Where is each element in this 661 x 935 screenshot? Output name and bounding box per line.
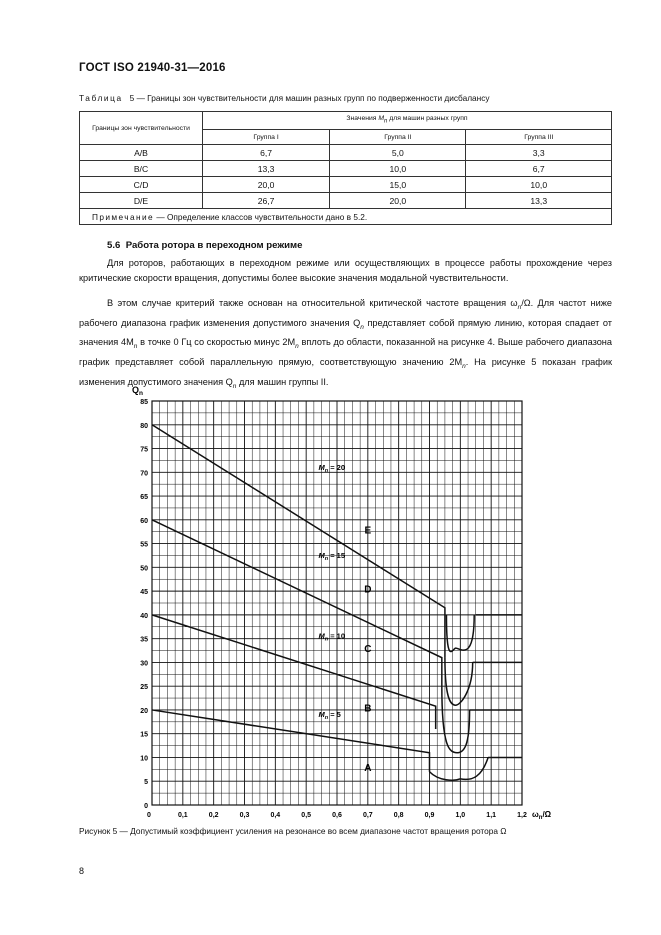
table-caption-text: 5 — Границы зон чувствительности для машин разных групп по подверженности дисбалансу	[129, 93, 490, 103]
table-cell-zone: C/D	[80, 177, 203, 193]
y-tick-label: 65	[140, 494, 148, 502]
table-cell-value: 6,7	[466, 161, 612, 177]
figure-5-chart	[128, 380, 568, 820]
x-tick-label: 1,2	[517, 812, 527, 819]
table-cell-value: 20,0	[330, 193, 466, 209]
y-tick-label: 55	[140, 541, 148, 549]
y-tick-label: 30	[140, 660, 148, 668]
table-note-label: Примечание	[92, 211, 155, 222]
y-tick-label: 85	[140, 399, 148, 406]
y-tick-label: 50	[140, 565, 148, 573]
x-tick-label: 1,0	[455, 812, 466, 819]
document-header: ГОСТ ISO 21940-31—2016	[79, 62, 226, 74]
y-tick-label: 25	[140, 684, 148, 692]
series-label: $M_n = 10$	[318, 631, 346, 643]
y-tick-label: 15	[140, 731, 148, 739]
table-cell-value: 10,0	[330, 161, 466, 177]
table-cell-zone: A/B	[80, 145, 203, 161]
zone-label: E	[364, 525, 372, 537]
y-tick-label: 70	[140, 470, 148, 478]
resonance-curve	[430, 757, 489, 780]
table-header-group-3: Группа III	[466, 130, 612, 145]
x-tick-label: 0,9	[424, 812, 435, 819]
y-tick-label: 35	[140, 636, 148, 644]
y-tick-label: 75	[140, 446, 148, 454]
paragraph: Для роторов, работающих в переходном режиме или осуществляющих в процессе работы прохождение через критические скорости вращения, допустимы более высокие значения модальной чувствительности.	[79, 258, 612, 283]
x-axis-label: $\omega_n/\Omega$	[532, 810, 552, 820]
table-header-group-2: Группа II	[330, 130, 466, 145]
section-heading: 5.6 Работа ротора в переходном режиме	[107, 240, 303, 251]
paragraph: В этом случае критерий также основан на относительной критической частоте вращения $\omega_n/\Omega$. Для частот ниже рабочего диапазона график изменения допустимого значения $Q_n$ представляет собой прямую линию, которая спадает от значения $4M_n$ в точке 0 Гц со скоростью минус $2M_n$ вплоть до области, показанной на рисунке 4. Выше рабочего диапазона график представляет собой параллельную прямую, соответствующую значению $2M_n$. На рисунке 5 показан график изменения допустимого значения $Q_n$ для машин группы II.	[79, 298, 613, 390]
y-axis-label: $Q_n$	[132, 385, 143, 397]
figure-caption: Рисунок 5 — Допустимый коэффициент усиления на резонансе во всем диапазоне частот вращения ротора Ω	[79, 826, 507, 836]
sensitivity-table	[79, 111, 612, 225]
zone-label: D	[364, 584, 372, 596]
series-label: $M_n = 20$	[318, 462, 346, 474]
table-note	[80, 209, 612, 225]
table-cell-value: 5,0	[330, 145, 466, 161]
y-tick-label: 45	[140, 589, 148, 597]
y-tick-label: 5	[144, 779, 148, 787]
table-header-group-1: Группа I	[203, 130, 330, 145]
page-number: 8	[79, 866, 85, 876]
table-cell-zone: B/C	[80, 161, 203, 177]
table-cell-value: 15,0	[330, 177, 466, 193]
table-cell-value: 3,3	[466, 145, 612, 161]
y-tick-label: 10	[140, 755, 148, 763]
table-caption-label: Таблица	[79, 93, 123, 103]
table-cell-zone: D/E	[80, 193, 203, 209]
table-cell-value: 26,7	[203, 193, 330, 209]
x-tick-label: 0,8	[393, 812, 404, 819]
table-header-values: Значения $M_n$ для машин разных групп	[203, 112, 612, 130]
table-cell-value: 13,3	[466, 193, 612, 209]
y-tick-label: 40	[140, 612, 148, 620]
x-tick-label: 1,1	[486, 812, 497, 819]
series-line	[152, 615, 436, 729]
y-tick-label: 0	[144, 803, 148, 810]
zone-label: C	[364, 644, 372, 656]
table-cell-value: 6,7	[203, 145, 330, 161]
table-row	[80, 161, 612, 177]
y-tick-label: 80	[140, 422, 148, 430]
y-tick-label: 20	[140, 707, 148, 715]
table-row	[80, 193, 612, 209]
table-caption	[79, 93, 490, 103]
table-header-zone: Границы зон чувствительности	[80, 112, 203, 145]
x-tick-label: 0,3	[239, 812, 250, 819]
series-label: $M_n = 15$	[318, 550, 346, 562]
table-cell-value: 10,0	[466, 177, 612, 193]
table-note-text: — Определение классов чувствительности дано в 5.2.	[154, 211, 368, 222]
x-tick-label: 0,2	[208, 812, 219, 819]
table-row	[80, 145, 612, 161]
x-tick-label: 0,4	[270, 812, 281, 819]
zone-label: B	[364, 703, 372, 715]
table-cell-value: 13,3	[203, 161, 330, 177]
series-label: $M_n = 5$	[318, 710, 341, 722]
table-cell-value: 20,0	[203, 177, 330, 193]
zone-label: A	[364, 762, 372, 774]
x-tick-label: 0,6	[332, 812, 342, 819]
table-row	[80, 177, 612, 193]
x-tick-label: 0,5	[301, 812, 312, 819]
x-tick-label: 0,1	[177, 812, 188, 819]
x-tick-label: 0,7	[362, 812, 373, 819]
y-tick-label: 60	[140, 517, 148, 525]
x-tick-label: 0	[147, 812, 151, 819]
